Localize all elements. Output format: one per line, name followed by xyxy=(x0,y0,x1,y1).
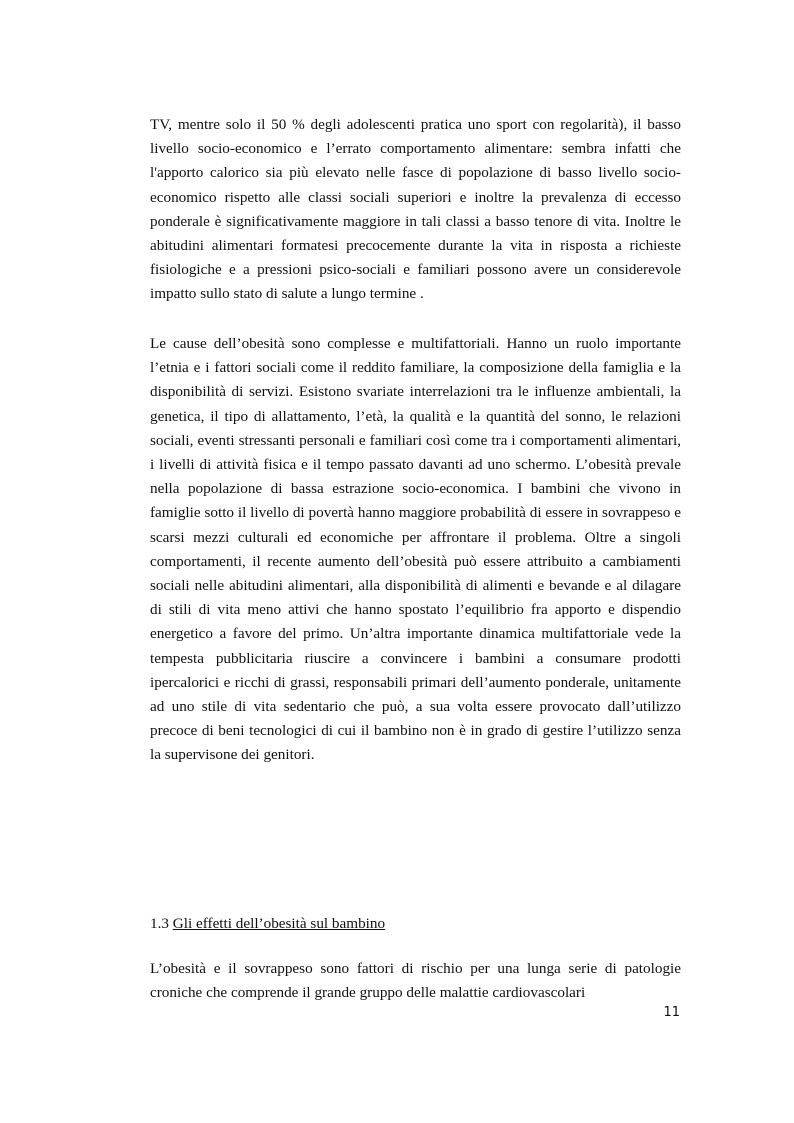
paragraph-text: Le cause dell’obesità sono complesse e multifattoriali. Hanno un ruolo importante l’etnia e i fattori sociali come il reddito familiare, la composizione della famiglia e la disponibilità di servizi. Esistono svariate interrelazioni tra le influenze ambientali, la genetica, il tipo di allattamento, l’età, la qualità e la quantità del sonno, le relazioni sociali, eventi stressanti personali e familiari così come tra i comportamenti alimentari, i livelli di attività fisica e il tempo passato davanti ad uno schermo. L’obesità prevale nella popolazione di bassa estrazione socio-economica. I bambini che vivono in famiglie sotto il livello di povertà hanno maggiore probabilità di essere in sovrappeso e scarsi mezzi culturali ed economiche per affrontare il problema. Oltre a singoli comportamenti, il recente aumento dell’obesità può essere attribuito a cambiamenti sociali nelle abitudini alimentari, alla disponibilità di alimenti e bevande e al dilagare di stili di vita meno attivi che hanno spostato l’equilibrio fra apporto e dispendio energetico a favore del primo. Un’altra importante dinamica multifattoriale vede la tempesta pubblicitaria riuscire a convincere i bambini a consumare prodotti ipercalorici e ricchi di grassi, responsabili primari dell’aumento ponderale, unitamente ad uno stile di vita sedentario che può, a sua volta essere provocato dall’utilizzo precoce di beni tecnologici di cui il bambino non è in grado di gestire l’utilizzo senza la supervisone dei genitori. xyxy=(150,335,681,764)
paragraph-text: L’obesità e il sovrappeso sono fattori di rischio per una lunga serie di patologie croniche che comprende il grande gruppo delle malattie cardiovascolari xyxy=(150,960,681,1002)
paragraph-text: TV, mentre solo il 50 % degli adolescenti pratica uno sport con regolarità), il basso livello socio-economico e l’errato comportamento alimentare: sembra infatti che l'apporto calorico sia più elevato nelle fasce di popolazione di basso livello socio-economico rispetto alle classi sociali superiori e inoltre la prevalenza di eccesso ponderale è significativamente maggiore in tali classi a basso tenore di vita. Inoltre le abitudini alimentari formatesi precocemente durante la vita in risposta a richieste fisiologiche e a pressioni psico-sociali e familiari possono avere un considerevole impatto sullo stato di salute a lungo termine . xyxy=(150,116,681,303)
body-paragraph-1 xyxy=(150,113,681,307)
page-number: 11 xyxy=(663,1005,680,1020)
section-number: 1.3 xyxy=(150,915,169,932)
section-heading xyxy=(150,912,385,936)
body-paragraph-2 xyxy=(150,332,681,768)
section-title: Gli effetti dell’obesità sul bambino xyxy=(172,915,386,932)
body-paragraph-3 xyxy=(150,957,681,1005)
